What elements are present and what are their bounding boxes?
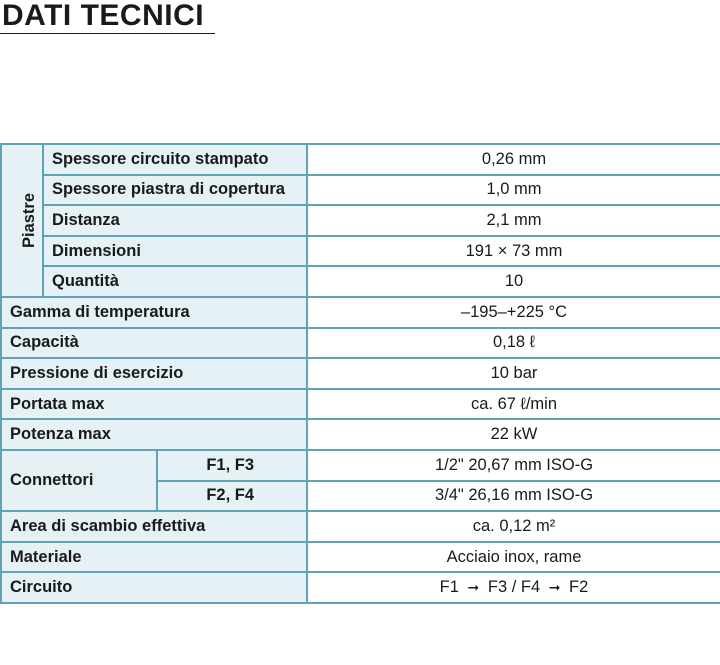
spec-value: 191 × 73 mm bbox=[307, 236, 720, 267]
spec-label: Quantità bbox=[43, 266, 307, 297]
table-row bbox=[1, 450, 720, 481]
spec-label: Capacità bbox=[1, 328, 307, 359]
table-row bbox=[1, 175, 720, 206]
table-row bbox=[1, 328, 720, 359]
spec-value: ca. 67 ℓ/min bbox=[307, 389, 720, 420]
spec-value: Acciaio inox, rame bbox=[307, 542, 720, 573]
table-row bbox=[1, 358, 720, 389]
table-row bbox=[1, 511, 720, 542]
connector-sub-label: F2, F4 bbox=[157, 481, 307, 512]
piastre-group-label: Piastre bbox=[20, 192, 39, 249]
spec-value: 10 bar bbox=[307, 358, 720, 389]
arrow-right-icon: ➞ bbox=[467, 579, 480, 596]
circuit-part: F3 / F4 bbox=[487, 578, 541, 597]
spec-value: 1,0 mm bbox=[307, 175, 720, 206]
spec-value: –195–+225 °C bbox=[307, 297, 720, 328]
page-title: DATI TECNICI bbox=[2, 0, 205, 32]
arrow-right-icon: ➞ bbox=[548, 579, 561, 596]
spec-label: Pressione di esercizio bbox=[1, 358, 307, 389]
table-row bbox=[1, 236, 720, 267]
spec-label: Spessore piastra di copertura bbox=[43, 175, 307, 206]
table-row bbox=[1, 389, 720, 420]
specs-table bbox=[0, 143, 720, 604]
spec-label: Portata max bbox=[1, 389, 307, 420]
connector-sub-label: F1, F3 bbox=[157, 450, 307, 481]
spec-label: Circuito bbox=[1, 572, 307, 603]
table-row bbox=[1, 419, 720, 450]
spec-value: 2,1 mm bbox=[307, 205, 720, 236]
circuit-flow bbox=[307, 572, 720, 603]
spec-value: 3/4" 26,16 mm ISO-G bbox=[307, 481, 720, 512]
circuit-part: F2 bbox=[569, 578, 589, 597]
spec-label: Materiale bbox=[1, 542, 307, 573]
spec-value: 0,26 mm bbox=[307, 144, 720, 175]
spec-value: 10 bbox=[307, 266, 720, 297]
table-row bbox=[1, 205, 720, 236]
spec-value: 22 kW bbox=[307, 419, 720, 450]
table-row bbox=[1, 266, 720, 297]
table-row bbox=[1, 297, 720, 328]
circuit-part: F1 bbox=[439, 578, 459, 597]
spec-value: ca. 0,12 m² bbox=[307, 511, 720, 542]
table-row bbox=[1, 144, 720, 175]
piastre-group-cell bbox=[1, 144, 43, 297]
table-row bbox=[1, 572, 720, 603]
spec-label: Gamma di temperatura bbox=[1, 297, 307, 328]
spec-label: Dimensioni bbox=[43, 236, 307, 267]
spec-label: Potenza max bbox=[1, 419, 307, 450]
spec-label: Spessore circuito stampato bbox=[43, 144, 307, 175]
connettori-label: Connettori bbox=[1, 450, 157, 511]
spec-value: 1/2" 20,67 mm ISO-G bbox=[307, 450, 720, 481]
title-underline bbox=[0, 33, 215, 34]
spec-label: Distanza bbox=[43, 205, 307, 236]
spec-label: Area di scambio effettiva bbox=[1, 511, 307, 542]
spec-value: 0,18 ℓ bbox=[307, 328, 720, 359]
table-row bbox=[1, 542, 720, 573]
